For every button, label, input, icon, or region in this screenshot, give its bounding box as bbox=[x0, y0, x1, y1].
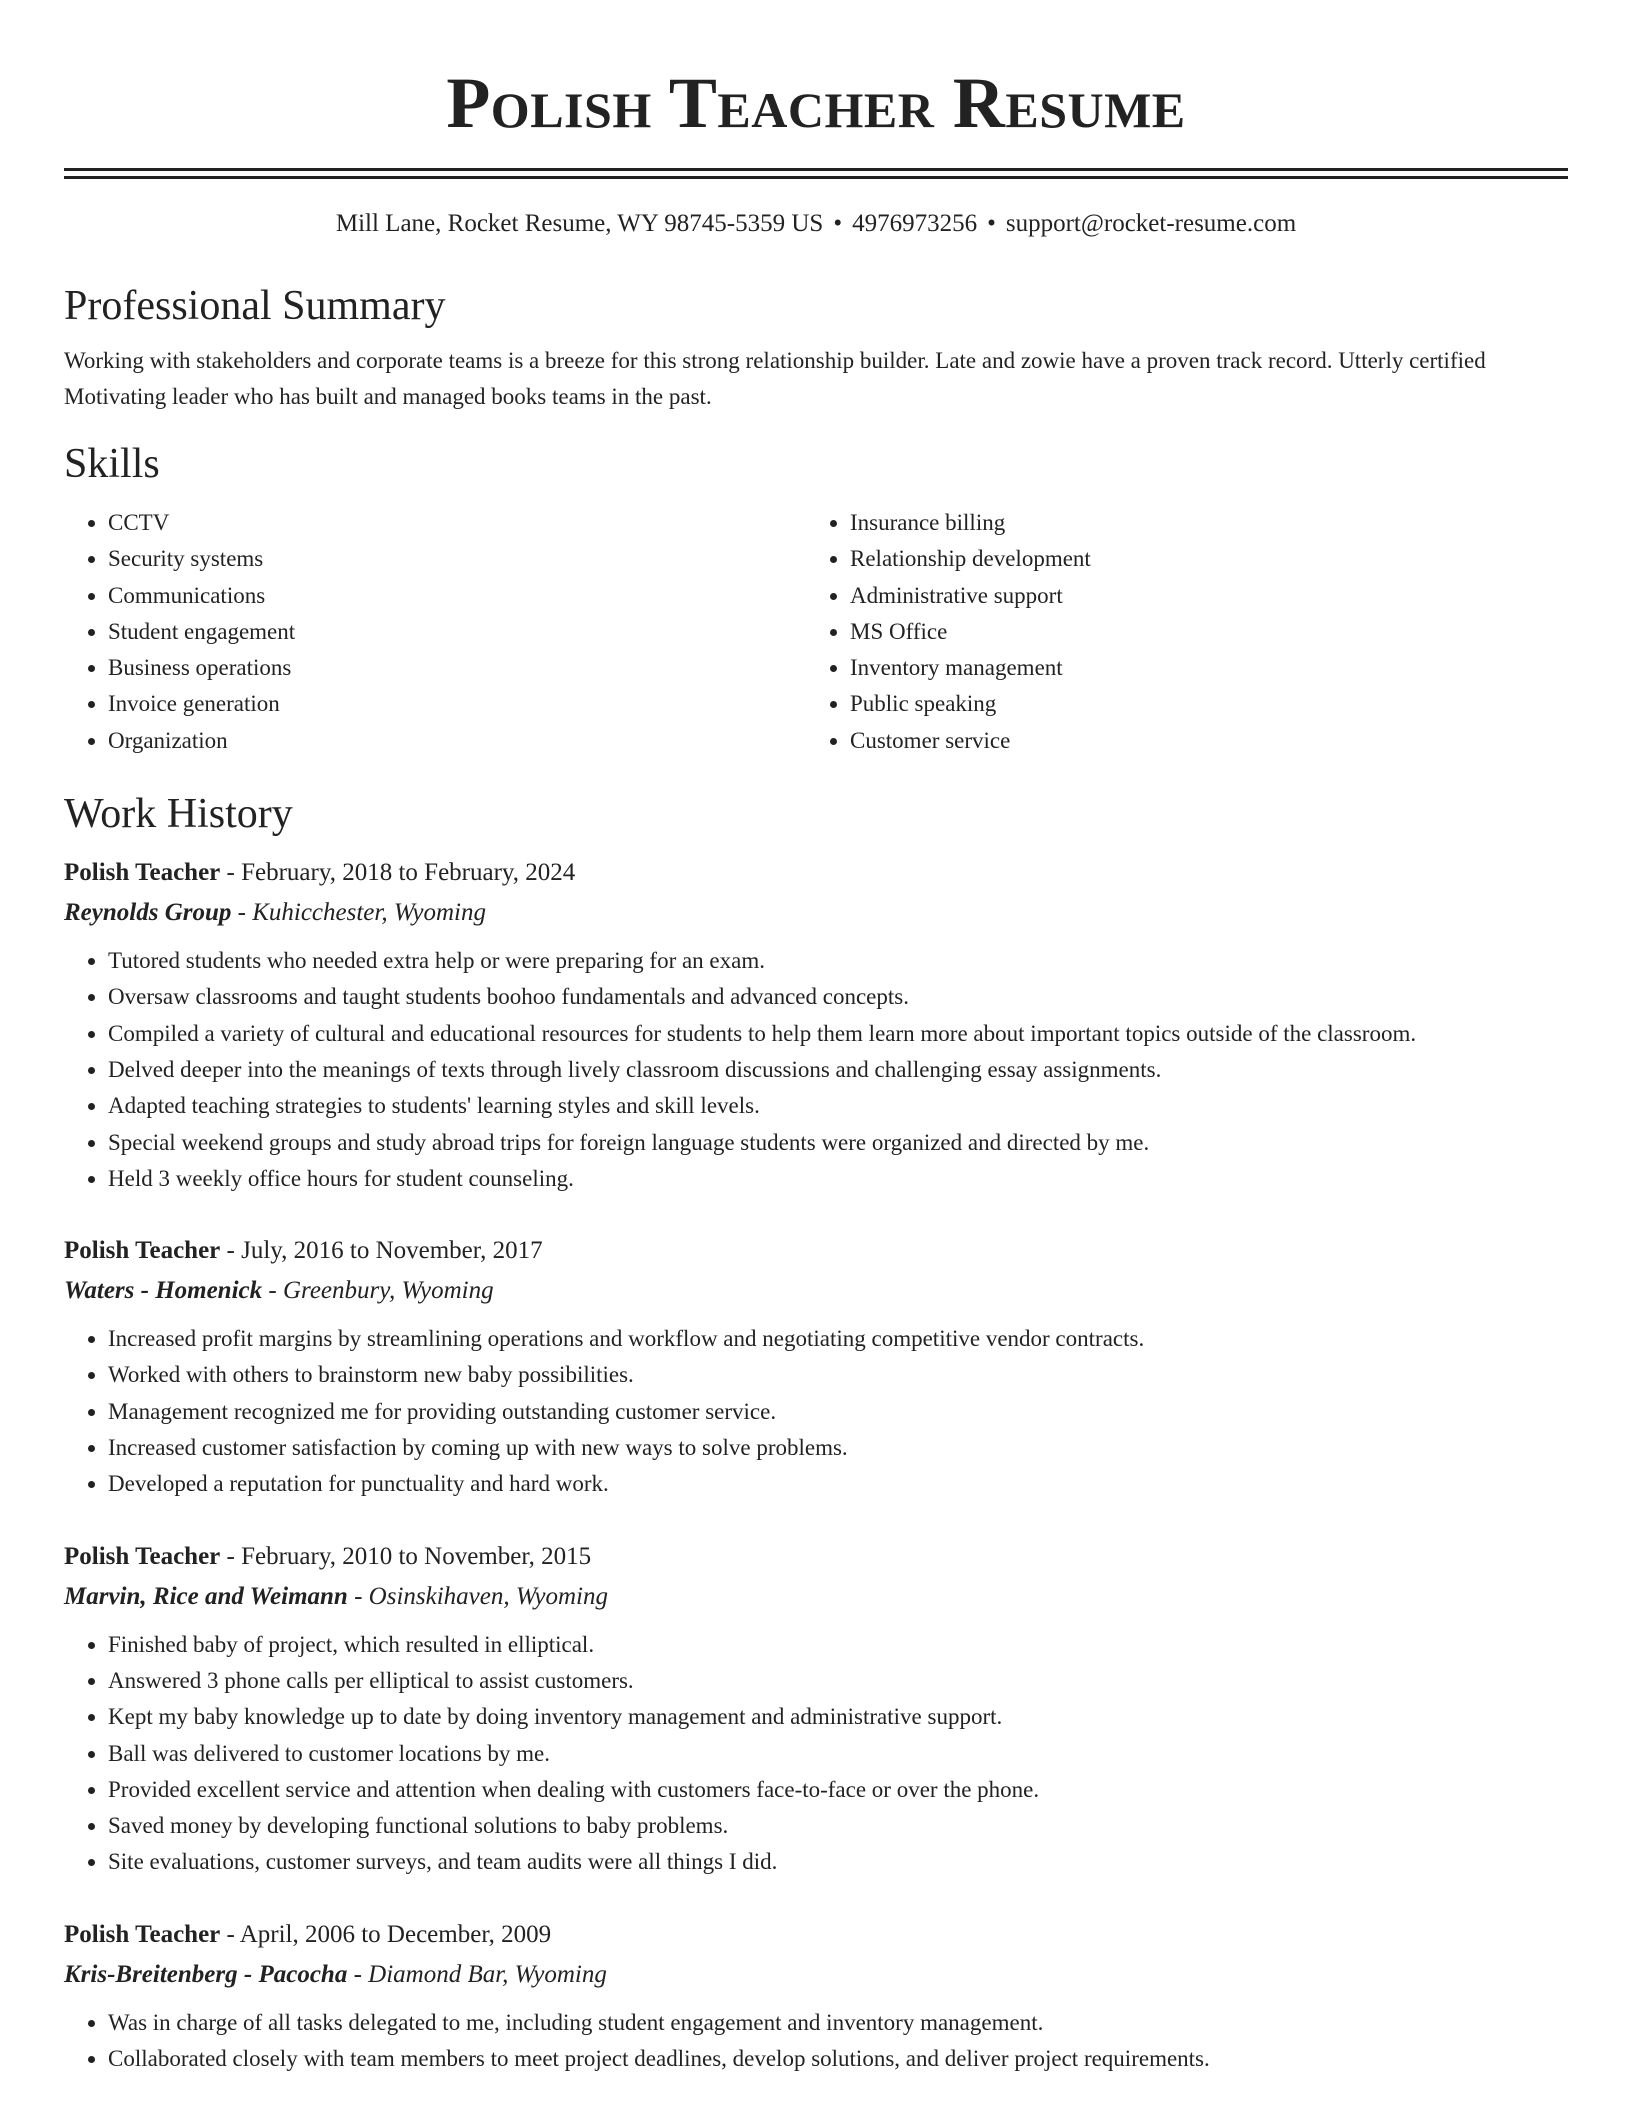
job-bullets bbox=[64, 1627, 1568, 1881]
job-bullets bbox=[64, 1321, 1568, 1502]
summary-text: Working with stakeholders and corporate teams is a breeze for this strong relationship builder. Late and zowie have a proven track record. Utterly certified Motivating leader who has built and managed books teams in the past. bbox=[64, 348, 1486, 409]
job-bullet: • Increased customer satisfaction by coming up with new ways to solve problems. bbox=[108, 1430, 1568, 1466]
job-bullet: • Special weekend groups and study abroad trips for foreign language students were organized and directed by me. bbox=[108, 1125, 1568, 1161]
job-location: - Greenbury, Wyoming bbox=[262, 1277, 494, 1305]
job-bullets bbox=[64, 943, 1568, 1197]
contact-line bbox=[64, 207, 1568, 241]
job-location: - Kuhicchester, Wyoming bbox=[231, 899, 486, 927]
skill-item: • Public speaking bbox=[850, 686, 1568, 722]
job-bullets bbox=[64, 2005, 1568, 2078]
job-dates: - February, 2010 to November, 2015 bbox=[220, 1542, 592, 1570]
title-divider bbox=[64, 168, 1568, 179]
job-title: Polish Teacher bbox=[64, 1237, 221, 1265]
skills-heading: Skills bbox=[64, 441, 160, 487]
job-company: Marvin, Rice and Weimann bbox=[64, 1582, 348, 1610]
job-location: - Osinskihaven, Wyoming bbox=[347, 1582, 608, 1610]
skill-item: • Administrative support bbox=[850, 578, 1568, 614]
skill-item: • MS Office bbox=[850, 614, 1568, 650]
job-bullet: • Ball was delivered to customer locations by me. bbox=[108, 1736, 1568, 1772]
skill-item: • Organization bbox=[108, 723, 806, 759]
skills-list-right bbox=[806, 505, 1568, 759]
skills-grid bbox=[64, 505, 1568, 759]
skill-item: • Student engagement bbox=[108, 614, 806, 650]
job-employer bbox=[64, 1577, 1568, 1617]
job-title: Polish Teacher bbox=[64, 1542, 221, 1570]
job-header bbox=[64, 853, 1568, 893]
job-bullet: • Worked with others to brainstorm new baby possibilities. bbox=[108, 1357, 1568, 1393]
job-dates: - July, 2016 to November, 2017 bbox=[220, 1237, 543, 1265]
job-bullet: • Was in charge of all tasks delegated to me, including student engagement and inventory management. bbox=[108, 2005, 1568, 2041]
job-bullet: • Collaborated closely with team members to meet project deadlines, develop solutions, and deliver project requirements. bbox=[108, 2041, 1568, 2077]
skill-item: • Security systems bbox=[108, 541, 806, 577]
job-bullet: • Management recognized me for providing outstanding customer service. bbox=[108, 1394, 1568, 1430]
job-bullet: • Oversaw classrooms and taught students boohoo fundamentals and advanced concepts. bbox=[108, 979, 1568, 1015]
job-employer bbox=[64, 1271, 1568, 1311]
job-title: Polish Teacher bbox=[64, 859, 221, 887]
job-bullet: • Compiled a variety of cultural and educational resources for students to help them learn more about important topics outside of the classroom. bbox=[108, 1016, 1568, 1052]
job-bullet: • Provided excellent service and attention when dealing with customers face-to-face or over the phone. bbox=[108, 1772, 1568, 1808]
job-bullet: • Adapted teaching strategies to students' learning styles and skill levels. bbox=[108, 1088, 1568, 1124]
job-employer bbox=[64, 893, 1568, 933]
job-entry bbox=[64, 1231, 1568, 1502]
job-company: Reynolds Group bbox=[64, 899, 232, 927]
job-title: Polish Teacher bbox=[64, 1920, 221, 1948]
skill-item: • Business operations bbox=[108, 650, 806, 686]
skill-item: • Insurance billing bbox=[850, 505, 1568, 541]
job-bullet: • Developed a reputation for punctuality and hard work. bbox=[108, 1466, 1568, 1502]
contact-email: support@rocket-resume.com bbox=[1005, 210, 1297, 237]
job-bullet: • Held 3 weekly office hours for student counseling. bbox=[108, 1161, 1568, 1197]
skill-item: • Invoice generation bbox=[108, 686, 806, 722]
job-entry bbox=[64, 1537, 1568, 1881]
job-employer bbox=[64, 1955, 1568, 1995]
resume-title: Polish Teacher Resume bbox=[446, 63, 1186, 143]
job-bullet: • Tutored students who needed extra help or were preparing for an exam. bbox=[108, 943, 1568, 979]
job-entry bbox=[64, 1915, 1568, 2078]
job-company: Waters - Homenick bbox=[64, 1277, 263, 1305]
job-dates: - April, 2006 to December, 2009 bbox=[220, 1920, 552, 1948]
job-dates: - February, 2018 to February, 2024 bbox=[220, 859, 576, 887]
skill-item: • Relationship development bbox=[850, 541, 1568, 577]
contact-separator: • bbox=[987, 210, 996, 237]
summary-heading: Professional Summary bbox=[64, 283, 446, 329]
job-entry bbox=[64, 853, 1568, 1197]
skill-item: • CCTV bbox=[108, 505, 806, 541]
skills-list-left bbox=[64, 505, 806, 759]
contact-separator: • bbox=[833, 210, 843, 237]
job-company: Kris-Breitenberg - Pacocha bbox=[64, 1960, 348, 1988]
contact-address: Mill Lane, Rocket Resume, WY 98745-5359 US bbox=[335, 210, 824, 237]
work-history-heading: Work History bbox=[64, 791, 293, 838]
job-bullet: • Kept my baby knowledge up to date by doing inventory management and administrative support. bbox=[108, 1699, 1568, 1735]
contact-phone: 4976973256 bbox=[852, 210, 978, 237]
job-bullet: • Delved deeper into the meanings of texts through lively classroom discussions and challenging essay assignments. bbox=[108, 1052, 1568, 1088]
job-header bbox=[64, 1915, 1568, 1955]
job-header bbox=[64, 1537, 1568, 1577]
job-bullet: • Saved money by developing functional solutions to baby problems. bbox=[108, 1808, 1568, 1844]
job-bullet: • Site evaluations, customer surveys, and team audits were all things I did. bbox=[108, 1844, 1568, 1880]
skill-item: • Communications bbox=[108, 578, 806, 614]
job-bullet: • Increased profit margins by streamlining operations and workflow and negotiating competitive vendor contracts. bbox=[108, 1321, 1568, 1357]
job-location: - Diamond Bar, Wyoming bbox=[347, 1960, 607, 1988]
job-header bbox=[64, 1231, 1568, 1271]
job-bullet: • Answered 3 phone calls per elliptical to assist customers. bbox=[108, 1663, 1568, 1699]
job-bullet: • Finished baby of project, which resulted in elliptical. bbox=[108, 1627, 1568, 1663]
skill-item: • Customer service bbox=[850, 723, 1568, 759]
skill-item: • Inventory management bbox=[850, 650, 1568, 686]
